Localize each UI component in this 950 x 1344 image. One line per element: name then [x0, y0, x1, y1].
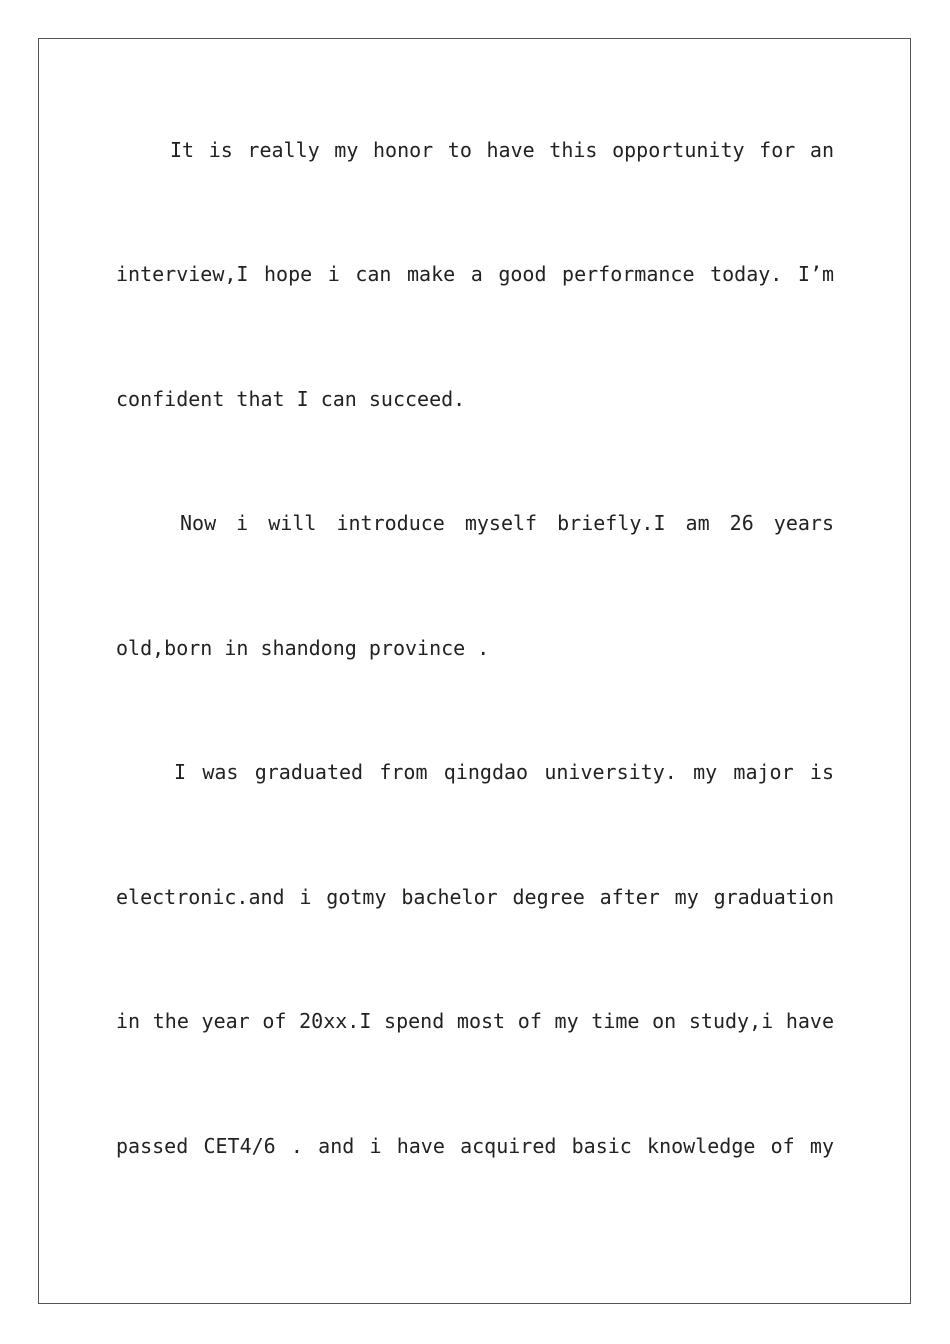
document-page — [38, 38, 911, 1304]
paragraph-2-line-2: old,born in shandong province . — [116, 636, 490, 660]
paragraph-3-line-2: electronic.and i gotmy bachelor degree after my graduation — [116, 885, 834, 909]
paragraph-2-line-1: Now i will introduce myself briefly.I am 26 years — [180, 511, 834, 535]
paragraph-1-line-3: confident that I can succeed. — [116, 387, 466, 411]
paragraph-3-line-3: in the year of 20xx.I spend most of my time on study,i have — [116, 1009, 834, 1033]
paragraph-3-line-1: I was graduated from qingdao university. my major is — [174, 760, 834, 784]
paragraph-1-line-1: It is really my honor to have this opportunity for an — [170, 138, 834, 162]
paragraph-3-line-4: passed CET4/6 . and i have acquired basic knowledge of my — [116, 1134, 834, 1158]
paragraph-1-line-2: interview,I hope i can make a good performance today. I’m — [116, 262, 834, 286]
